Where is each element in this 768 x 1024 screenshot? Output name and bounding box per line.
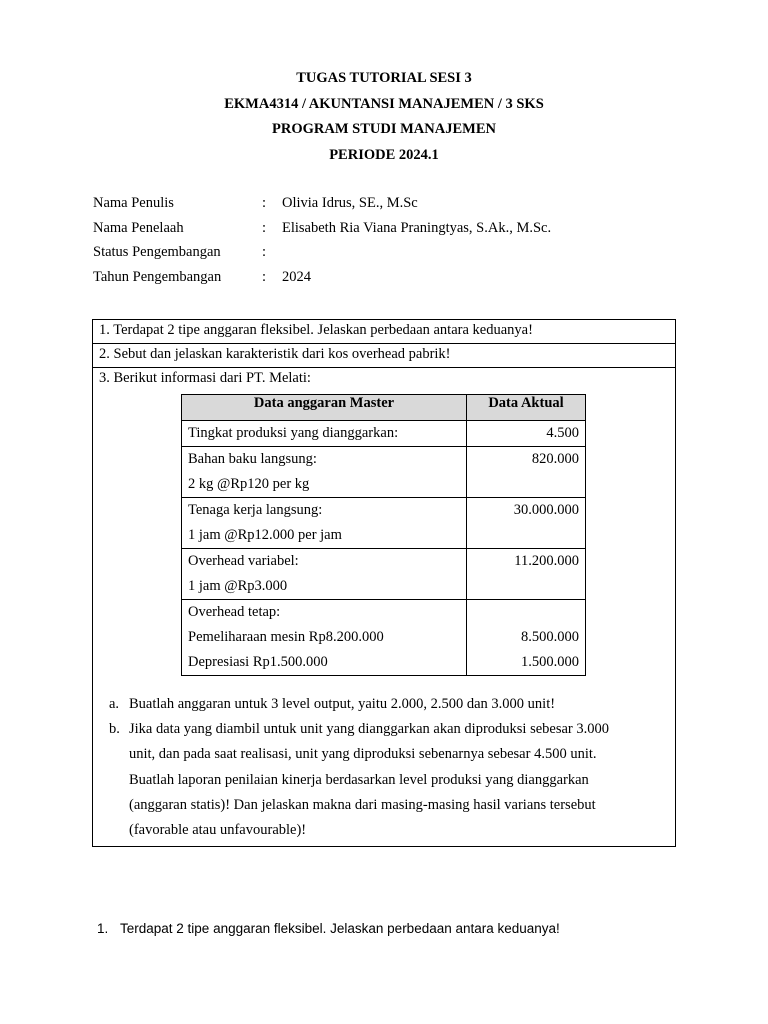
info-row-status [93,240,551,265]
info-label: Nama Penulis [93,195,174,211]
row-value: 11.200.000 [514,553,579,569]
sub-question-line: (anggaran statis)! Dan jelaskan makna dari masing-masing hasil varians tersebut [129,796,596,813]
question-2: 2. Sebut dan jelaskan karakteristik dari kos overhead pabrik! [93,344,675,368]
heading-number: 1. [97,921,109,936]
row-sublabel: 2 kg @Rp120 per kg [188,476,310,492]
info-colon: : [262,268,267,285]
budget-table [181,394,586,676]
column-header-master: Data anggaran Master [182,395,467,421]
info-label: Tahun Pengembangan [93,268,222,285]
row-label: Tenaga kerja langsung: [188,502,323,518]
table-row [182,498,586,549]
sub-question-line: (favorable atau unfavourable)! [129,822,307,839]
question-1: 1. Terdapat 2 tipe anggaran fleksibel. Jelaskan perbedaan antara keduanya! [93,320,675,344]
row-value: 1.500.000 [521,654,579,670]
table-row [182,447,586,498]
author-info [93,191,551,289]
row-value: 4.500 [546,425,579,441]
header-course: EKMA4314 / AKUNTANSI MANAJEMEN / 3 SKS [224,95,544,112]
info-colon: : [262,244,267,260]
sub-question-line: unit, dan pada saat realisasi, unit yang diproduksi sebenarnya sebesar 4.500 unit. [129,746,597,763]
row-sublabel: 1 jam @Rp3.000 [188,578,288,594]
row-value [473,600,579,625]
info-value: Olivia Idrus, SE., M.Sc [282,195,418,211]
row-label: Overhead variabel: [188,553,299,569]
column-header-actual: Data Aktual [467,395,586,421]
info-label: Nama Penelaah [93,219,184,236]
row-sublabel: Depresiasi Rp1.500.000 [188,654,328,670]
sub-question-line: Buatlah anggaran untuk 3 level output, yaitu 2.000, 2.500 dan 3.000 unit! [129,696,556,712]
sub-question-b [109,717,669,843]
document-header [0,66,768,168]
row-value [473,574,579,599]
row-sublabel: 1 jam @Rp12.000 per jam [188,527,342,543]
row-value [473,523,579,548]
row-value: 8.500.000 [521,629,579,645]
info-colon: : [262,195,267,211]
header-program: PROGRAM STUDI MANAJEMEN [272,121,496,137]
sub-question-a [109,692,669,717]
row-label: Bahan baku langsung: [188,451,317,467]
header-title: TUGAS TUTORIAL SESI 3 [296,70,472,86]
table-header-row [182,395,586,421]
info-value: Elisabeth Ria Viana Praningtyas, S.Ak., M.Sc. [282,219,552,236]
info-row-year [93,265,551,290]
info-row-author [93,191,551,216]
sub-questions [109,692,669,843]
row-label: Overhead tetap: [188,604,281,620]
info-label: Status Pengembangan [93,244,221,260]
sub-letter: a. [109,696,120,712]
answer-section-heading [97,921,560,936]
row-label: Tingkat produksi yang dianggarkan: [188,425,399,441]
info-row-reviewer [93,216,551,241]
table-row [182,421,586,447]
row-sublabel: Pemeliharaan mesin Rp8.200.000 [188,629,384,645]
sub-question-line: Jika data yang diambil untuk unit yang dianggarkan akan diproduksi sebesar 3.000 [129,721,610,738]
info-colon: : [262,219,267,236]
heading-text: Terdapat 2 tipe anggaran fleksibel. Jelaskan perbedaan antara keduanya! [120,921,560,936]
table-row [182,600,586,676]
sub-letter: b. [109,721,120,738]
question-3: 3. Berikut informasi dari PT. Melati: [99,370,311,386]
info-value: 2024 [282,268,311,285]
sub-question-line: Buatlah laporan penilaian kinerja berdasarkan level produksi yang dianggarkan [129,771,589,788]
row-value [473,472,579,497]
row-value: 30.000.000 [513,502,579,518]
questions-box [92,319,676,847]
table-row [182,549,586,600]
row-value: 820.000 [531,451,579,467]
header-period: PERIODE 2024.1 [329,146,439,163]
